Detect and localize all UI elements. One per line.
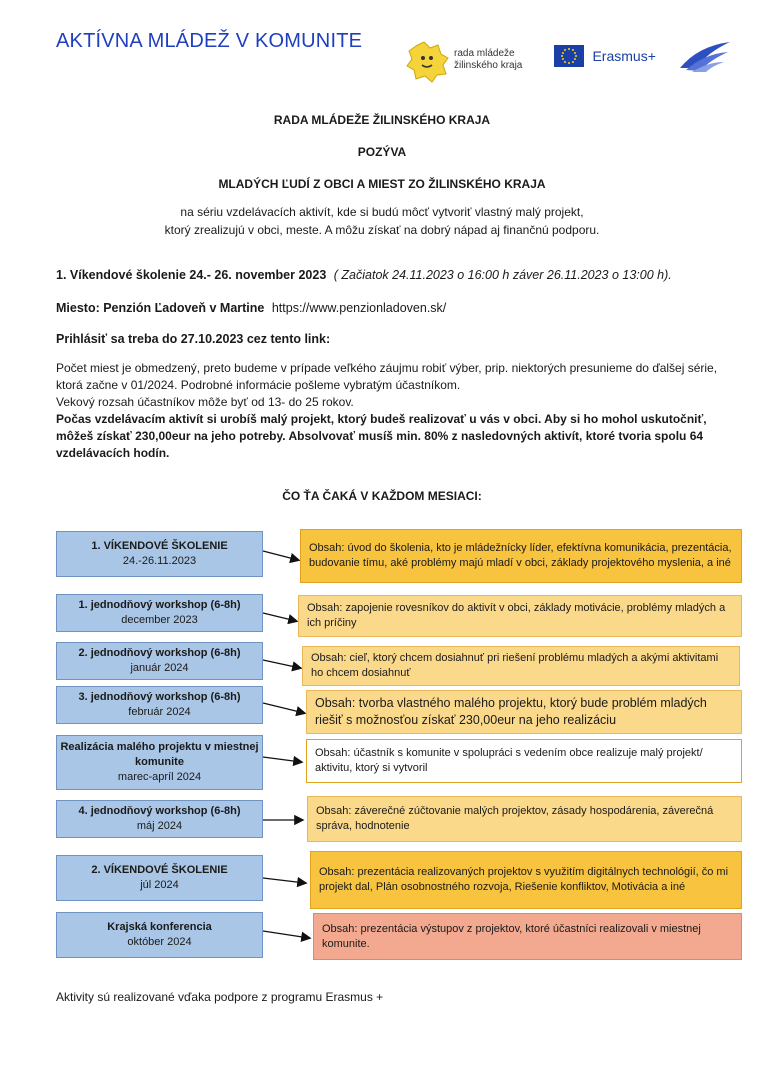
schedule-item-date: január 2024 bbox=[130, 662, 189, 674]
schedule-heading: ČO ŤA ČAKÁ V KAŽDOM MESIACI: bbox=[282, 489, 482, 503]
schedule-item-1 bbox=[56, 531, 263, 577]
schedule-item-7 bbox=[56, 855, 263, 901]
training-bold: 1. Víkendové školenie 24.- 26. november 2023 bbox=[56, 268, 327, 282]
schedule-item-7-desc: Obsah: prezentácia realizovaných projektov s využitím digitálnych technológií, čo mi projekt dal, Plán osobnostného rozvoja, Riešenie konfliktov, Motivácia a iné bbox=[310, 851, 742, 909]
schedule-item-3-desc: Obsah: cieľ, ktorý chcem dosiahnuť pri riešení problému mladých a akými aktivitami ho chcem dosiahnuť bbox=[302, 646, 740, 686]
schedule-item-5-desc: Obsah: účastník s komunite v spolupráci s vedením obce realizuje malý projekt/ aktivitu, ktorý si vytvoril bbox=[306, 739, 742, 783]
arrow-4 bbox=[263, 703, 304, 713]
schedule-item-6-desc: Obsah: záverečné zúčtovanie malých projektov, zásady hospodárenia, záverečná správa, hodnotenie bbox=[307, 796, 742, 842]
details-para-2: Vekový rozsah účastníkov môže byť od 13- do 25 rokov. bbox=[56, 395, 354, 409]
schedule-item-title: 2. jednodňový workshop (6-8h) bbox=[78, 647, 241, 659]
schedule-item-date: december 2023 bbox=[121, 614, 198, 626]
details-para-1: Počet miest je obmedzený, preto budeme v prípade veľkého záujmu robiť výber, prip. niektorých presunieme do ďalšej série, ktorá začne v 01/2024. Podrobné informácie pošleme vybratým účastníkom. bbox=[56, 361, 718, 392]
schedule-item-title: 1. jednodňový workshop (6-8h) bbox=[78, 599, 241, 611]
logo-rada-line2: žilinského kraja bbox=[454, 60, 523, 71]
intro-desc-1: na sériu vzdelávacích aktivít, kde si budú môcť vytvoriť vlastný malý projekt, bbox=[180, 205, 584, 219]
schedule-item-2-desc: Obsah: zapojenie rovesníkov do aktivít v obci, základy motivácie, problémy mladých a ich príčiny bbox=[298, 595, 742, 637]
arrow-3 bbox=[263, 660, 300, 668]
signup-line: Prihlásiť sa treba do 27.10.2023 cez tento link: bbox=[56, 332, 331, 346]
schedule-item-8-desc: Obsah: prezentácia výstupov z projektov, ktoré účastníci realizovali v miestnej komunite. bbox=[313, 913, 742, 960]
intro-org-name: RADA MLÁDEŽE ŽILINSKÉHO KRAJA bbox=[273, 113, 491, 127]
schedule-item-4-desc: Obsah: tvorba vlastného malého projektu, ktorý bude problém mladých riešiť s možnosťou získať 230,00eur na jeho realizáciu bbox=[306, 690, 742, 734]
schedule-item-date: október 2024 bbox=[127, 936, 192, 948]
schedule-item-date: júl 2024 bbox=[140, 879, 179, 891]
schedule-item-title: 4. jednodňový workshop (6-8h) bbox=[78, 805, 241, 817]
schedule-item-title: Krajská konferencia bbox=[107, 921, 212, 933]
details-para-3: Počas vzdelávacím aktivít si urobíš malý projekt, ktorý budeš realizovať u vás v obci. Aby si ho mohol uskutočniť, môžeš získať 230,00eur na jeho potreby. Absolvovať musíš min. 80% z nasledovných aktivít, ktoré tvoria spolu 64 vzdelávacích hodín. bbox=[56, 412, 707, 460]
place-url[interactable]: https://www.penzionladoven.sk/ bbox=[271, 301, 447, 315]
schedule-item-date: marec-apríl 2024 bbox=[117, 771, 202, 783]
schedule-item-1-desc: Obsah: úvod do školenia, kto je mládežnícky líder, efektívna komunikácia, prezentácia, budovanie tímu, aké problémy majú mladí v obci, základy projektového myslenia, a iné bbox=[300, 529, 742, 583]
schedule-item-title: Realizácia malého projektu v miestnej komunite bbox=[60, 741, 259, 768]
schedule-item-title: 2. VÍKENDOVÉ ŠKOLENIE bbox=[91, 864, 228, 876]
schedule-item-title: 1. VÍKENDOVÉ ŠKOLENIE bbox=[91, 540, 228, 552]
arrow-8 bbox=[263, 931, 309, 938]
schedule-item-title: 3. jednodňový workshop (6-8h) bbox=[78, 691, 241, 703]
schedule-item-date: máj 2024 bbox=[136, 820, 183, 832]
schedule-item-8 bbox=[56, 912, 263, 958]
schedule-item-date: 24.-26.11.2023 bbox=[122, 555, 197, 567]
footer-note: Aktivity sú realizované vďaka podpore z programu Erasmus + bbox=[56, 990, 384, 1004]
schedule-item-2 bbox=[56, 594, 263, 632]
intro-target: MLADÝCH ĽUDÍ Z OBCI A MIEST ZO ŽILINSKÉHO KRAJA bbox=[218, 177, 546, 191]
schedule-item-6 bbox=[56, 800, 263, 838]
schedule-item-4 bbox=[56, 686, 263, 724]
arrow-1 bbox=[263, 551, 298, 560]
arrow-7 bbox=[263, 878, 305, 883]
erasmus-text: Erasmus+ bbox=[592, 48, 656, 64]
training-italic: ( Začiatok 24.11.2023 o 16:00 h záver 26.11.2023 o 13:00 h). bbox=[333, 268, 672, 282]
intro-invites: POZÝVA bbox=[357, 145, 407, 159]
schedule-item-date: február 2024 bbox=[128, 706, 191, 718]
schedule-item-5 bbox=[56, 735, 263, 790]
arrow-5 bbox=[263, 757, 301, 762]
logo-rada-line1: rada mládeže bbox=[454, 48, 515, 59]
place-bold: Miesto: Penzión Ľadoveň v Martine bbox=[56, 301, 265, 315]
arrow-2 bbox=[263, 613, 296, 621]
intro-desc-2: ktorý zrealizujú v obci, meste. A môžu získať na dobrý nápad aj finančnú podporu. bbox=[164, 223, 600, 237]
schedule-item-3 bbox=[56, 642, 263, 680]
page-title: AKTÍVNA MLÁDEŽ V KOMUNITE bbox=[56, 30, 363, 52]
